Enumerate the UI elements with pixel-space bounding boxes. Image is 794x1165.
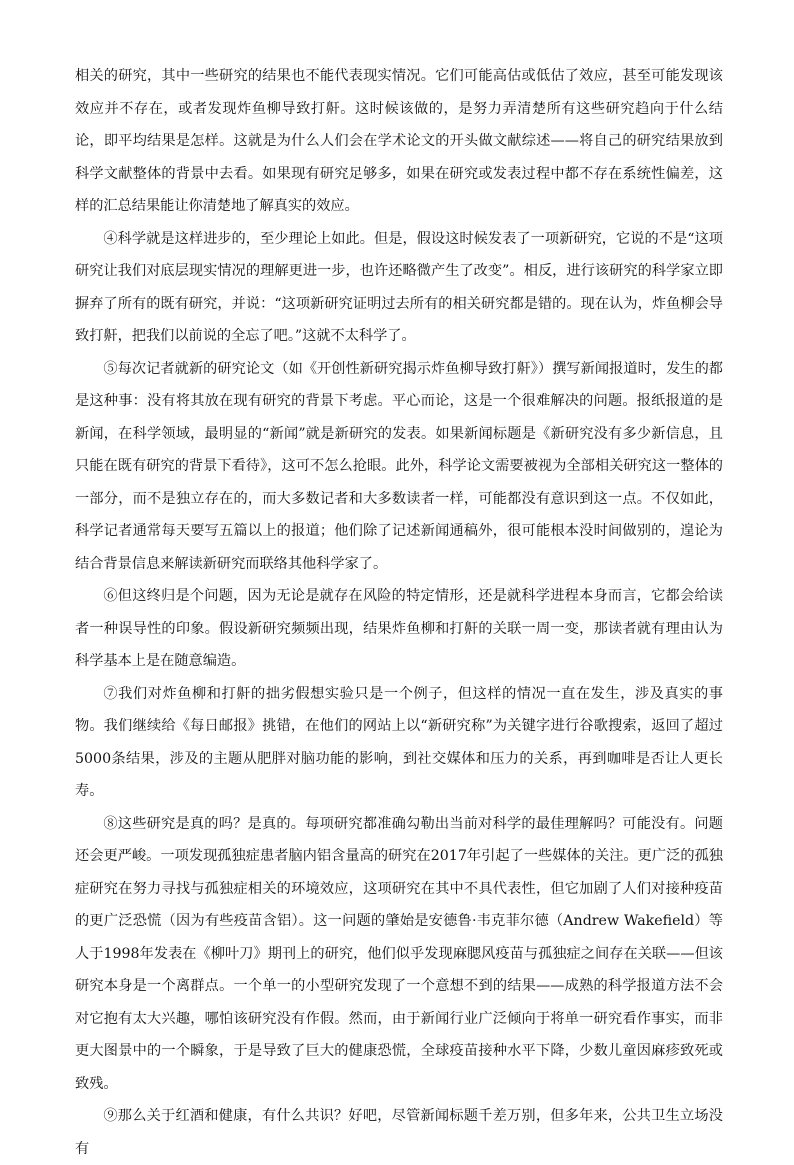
document-page [75,60,723,1165]
paragraph-6: ⑥但这终归是个问题，因为无论是就存在风险的特定情形，还是就科学进程本身而言，它都会给读者一种误导性的印象。假设新研究频频出现，结果炸鱼柳和打鼾的关联一周一变，那读者就有理由认为科学基本上是在随意编造。 [75,588,723,669]
paragraph-4: ④科学就是这样进步的，至少理论上如此。但是，假设这时候发表了一项新研究，它说的不是“这项研究让我们对底层现实情况的理解更进一步，也许还略微产生了改变”。相反，进行该研究的科学家立即摒弃了所有的既有研究，并说：“这项新研究证明过去所有的相关研究都是错的。现在认为，炸鱼柳会导致打鼾，把我们以前说的全忘了吧。”这就不太科学了。 [75,230,723,344]
paragraph-5: ⑤每次记者就新的研究论文（如《开创性新研究揭示炸鱼柳导致打鼾》）撰写新闻报道时，发生的都是这种事：没有将其放在现有研究的背景下考虑。平心而论，这是一个很难解决的问题。报纸报道的是新闻，在科学领域，最明显的“新闻”就是新研究的发表。如果新闻标题是《新研究没有多少新信息，且只能在既有研究的背景下看待》，这可不怎么抢眼。此外，科学论文需要被视为全部相关研究这一整体的一部分，而不是独立存在的，而大多数记者和大多数读者一样，可能都没有意识到这一点。不仅如此，科学记者通常每天要写五篇以上的报道；他们除了记述新闻通稿外，很可能根本没时间做别的，遑论为结合背景信息来解读新研究而联络其他科学家了。 [75,360,723,572]
paragraph-9: ⑨那么关于红酒和健康，有什么共识？好吧，尽管新闻标题千差万别，但多年来，公共卫生立场没有 [75,1108,723,1157]
paragraph-7: ⑦我们对炸鱼柳和打鼾的拙劣假想实验只是一个例子，但这样的情况一直在发生，涉及真实的事物。我们继续给《每日邮报》挑错，在他们的网站上以“新研究称”为关键字进行谷歌搜索，返回了超过5000条结果，涉及的主题从肥胖对脑功能的影响，到社交媒体和压力的关系，再到咖啡是否让人更长寿。 [75,685,723,799]
paragraph-continued: 相关的研究，其中一些研究的结果也不能代表现实情况。它们可能高估或低估了效应，甚至可能发现该效应并不存在，或者发现炸鱼柳导致打鼾。这时候该做的，是努力弄清楚所有这些研究趋向于什么结论，即平均结果是怎样。这就是为什么人们会在学术论文的开头做文献综述——将自己的研究结果放到科学文献整体的背景中去看。如果现有研究足够多，如果在研究或发表过程中都不存在系统性偏差，这样的汇总结果能让你清楚地了解真实的效应。 [75,68,723,214]
paragraph-8: ⑧这些研究是真的吗？是真的。每项研究都准确勾勒出当前对科学的最佳理解吗？可能没有。问题还会更严峻。一项发现孤独症患者脑内铝含量高的研究在2017年引起了一些媒体的关注。更广泛的孤独症研究在努力寻找与孤独症相关的环境效应，这项研究在其中不具代表性，但它加剧了人们对接种疫苗的更广泛恐慌（因为有些疫苗含铝）。这一问题的肇始是安德鲁·韦克菲尔德（Andrew Wakefield）等人于1998年发表在《柳叶刀》期刊上的研究，他们似乎发现麻腮风疫苗与孤独症之间存在关联——但该研究本身是一个离群点。一个单一的小型研究发现了一个意想不到的结果——成熟的科学报道方法不会对它抱有太大兴趣，哪怕该研究没有作假。然而，由于新闻行业广泛倾向于将单一研究看作事实，而非更大图景中的一个瞬象，于是导致了巨大的健康恐慌，全球疫苗接种水平下降，少数儿童因麻疹致死或致残。 [75,815,723,1092]
